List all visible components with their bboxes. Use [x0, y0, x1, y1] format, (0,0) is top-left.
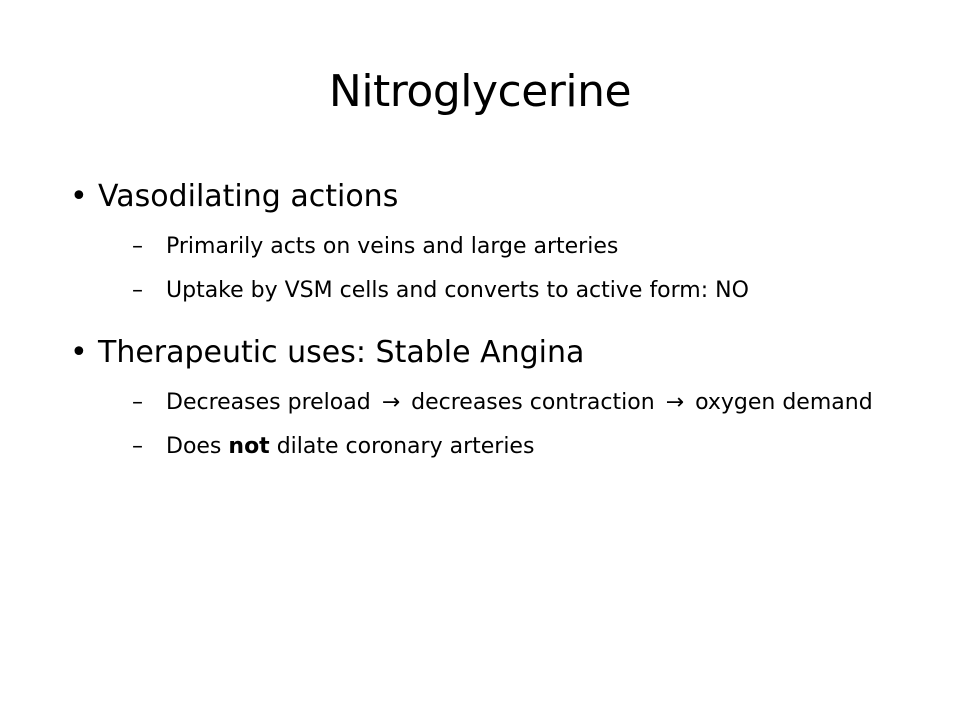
bullet-heading: Therapeutic uses: Stable Angina	[98, 335, 585, 370]
bullet-vasodilating-actions	[70, 176, 900, 306]
sub-bullet-text: Uptake by VSM cells and converts to active form: NO	[166, 278, 749, 303]
sub-bullet-text-part: dilate coronary arteries	[276, 434, 535, 459]
sub-bullet-text-part: oxygen demand	[695, 390, 873, 415]
bullet-list	[70, 168, 900, 468]
slide-title: Nitroglycerine	[328, 66, 632, 117]
bullet-heading: Vasodilating actions	[98, 179, 399, 214]
sub-bullet-uptake	[98, 276, 900, 306]
sub-bullet-decreases-preload	[98, 388, 900, 418]
arrow-right-icon: →	[665, 390, 685, 415]
dash-icon: –	[132, 390, 143, 415]
bullet-dot-icon: •	[70, 179, 88, 214]
sub-bullet-does-not-dilate	[98, 432, 900, 462]
sub-bullet-text-part: Does	[166, 434, 222, 459]
sub-list	[98, 232, 900, 306]
sub-bullet-text: Primarily acts on veins and large arteries	[166, 234, 619, 259]
emphasis-text: not	[228, 434, 270, 459]
sub-list	[98, 388, 900, 462]
dash-icon: –	[132, 278, 143, 303]
bullet-dot-icon: •	[70, 335, 88, 370]
sub-bullet-text-part: decreases contraction	[411, 390, 655, 415]
sub-bullet-primarily-acts	[98, 232, 900, 262]
sub-bullet-text-part: Decreases preload	[166, 390, 371, 415]
dash-icon: –	[132, 234, 143, 259]
dash-icon: –	[132, 434, 143, 459]
arrow-right-icon: →	[381, 390, 401, 415]
bullet-therapeutic-uses	[70, 332, 900, 462]
